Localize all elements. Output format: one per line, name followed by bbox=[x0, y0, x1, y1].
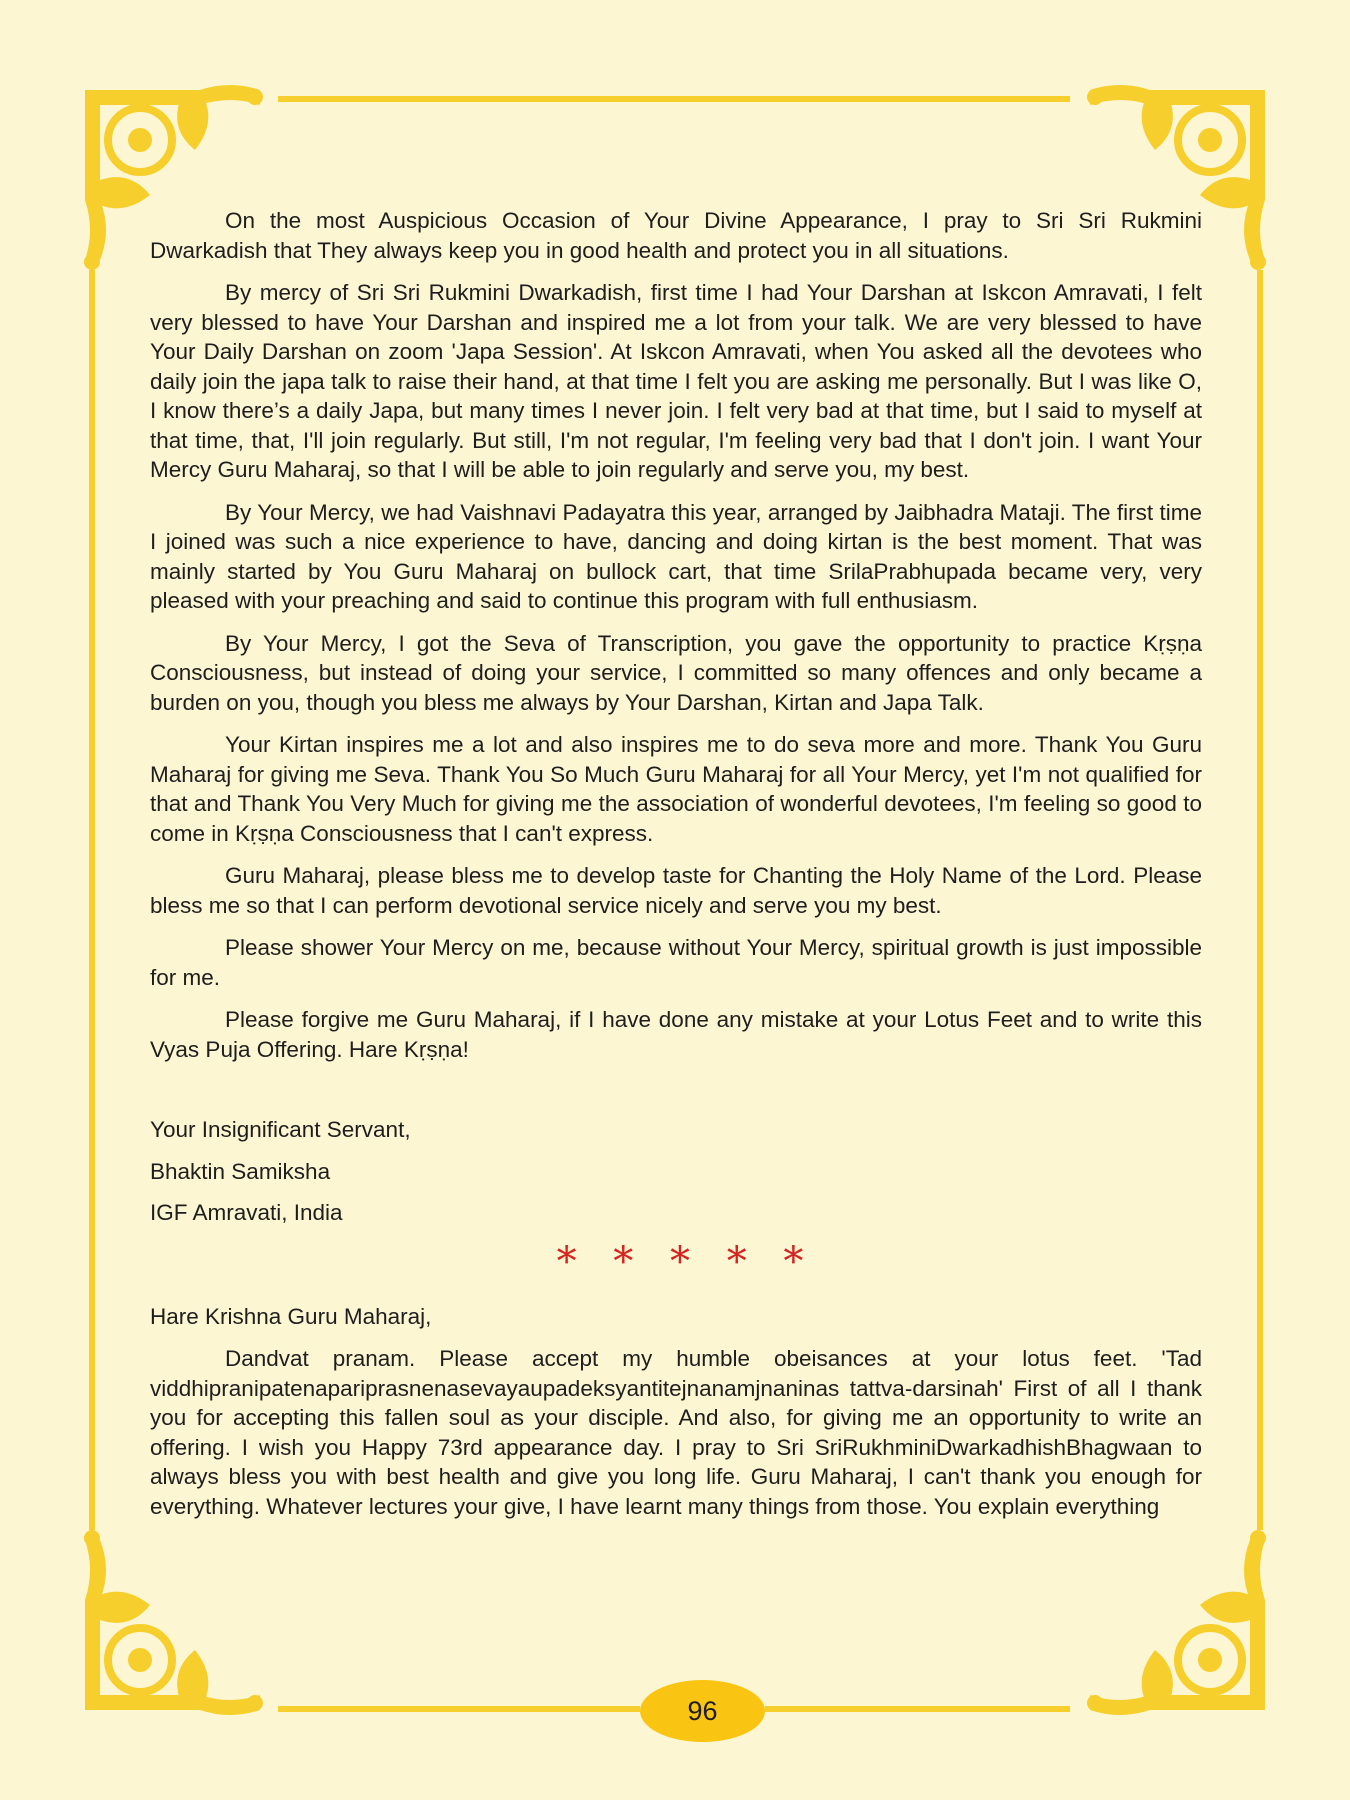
paragraph: On the most Auspicious Occasion of Your Divine Appearance, I pray to Sri Sri Rukmini Dwarkadish that They always keep you in good health and protect you in all situations. bbox=[150, 208, 1202, 263]
section-separator-stars: * * * * * bbox=[556, 1238, 816, 1285]
signature-closing: Your Insignificant Servant, bbox=[150, 1117, 411, 1142]
page-body bbox=[150, 206, 1202, 1534]
paragraph: Guru Maharaj, please bless me to develop taste for Chanting the Holy Name of the Lord. Please bless me so that I can perform devotional service nicely and serve you my best. bbox=[150, 863, 1202, 918]
signature-location: IGF Amravati, India bbox=[150, 1200, 343, 1225]
paragraph: Please shower Your Mercy on me, because without Your Mercy, spiritual growth is just impossible for me. bbox=[150, 935, 1202, 990]
greeting: Hare Krishna Guru Maharaj, bbox=[150, 1303, 432, 1329]
paragraph: Dandvat pranam. Please accept my humble obeisances at your lotus feet. 'Tad viddhipranipatenapariprasnenasevayaupadeksyantitejnanamjnaninas tattva-darsinah' First of all I thank you for accepting this fallen soul as your disciple. And also, for giving me an opportunity to write an offering. I wish you Happy 73rd appearance day. I pray to Sri SriRukhminiDwarkadhishBhagwaan to always bless you with best health and give you long life. Guru Maharaj, I can't thank you enough for everything. Whatever lectures your give, I have learnt many things from those. You explain everything bbox=[150, 1346, 1202, 1519]
paragraph: Please forgive me Guru Maharaj, if I have done any mistake at your Lotus Feet and to write this Vyas Puja Offering. Hare Kṛṣṇa! bbox=[150, 1007, 1202, 1062]
paragraph: By Your Mercy, we had Vaishnavi Padayatra this year, arranged by Jaibhadra Mataji. The first time I joined was such a nice experience to have, dancing and doing kirtan is the best moment. That was mainly started by You Guru Maharaj on bullock cart, that time SrilaPrabhupada became very, very pleased with your preaching and said to continue this program with full enthusiasm. bbox=[150, 499, 1202, 613]
signature-name: Bhaktin Samiksha bbox=[150, 1158, 331, 1184]
corner-ornament-bottom-right-icon bbox=[1087, 1530, 1266, 1715]
paragraph: By mercy of Sri Sri Rukmini Dwarkadish, first time I had Your Darshan at Iskcon Amravati, I felt very blessed to have Your Darshan and inspired me a lot from your talk. We are very blessed to have Your Daily Darshan on zoom 'Japa Session'. At Iskcon Amravati, when You asked all the devotees who daily join the japa talk to raise their hand, at that time I felt you are asking me personally. But I was like O, I know there’s a daily Japa, but many times I never join. I felt very bad at that time, but I said to myself at that time, that, I'll join regularly. But still, I'm not regular, I'm feeling very bad that I don't join. I want Your Mercy Guru Maharaj, so that I will be able to join regularly and serve you, my best. bbox=[150, 280, 1202, 482]
paragraph: Your Kirtan inspires me a lot and also inspires me to do seva more and more. Thank You Guru Maharaj for giving me Seva. Thank You So Much Guru Maharaj for all Your Mercy, yet I'm not qualified for that and Thank You Very Much for giving me the association of wonderful devotees, I'm feeling so good to come in Kṛṣṇa Consciousness that I can't express. bbox=[150, 732, 1202, 846]
page-number: 96 bbox=[687, 1695, 718, 1726]
paragraph: By Your Mercy, I got the Seva of Transcription, you gave the opportunity to practice Kṛṣṇa Consciousness, but instead of doing your service, I committed so many offences and only became a burden on you, though you bless me always by Your Darshan, Kirtan and Japa Talk. bbox=[150, 630, 1202, 715]
page-number-badge bbox=[640, 1680, 765, 1742]
corner-ornament-bottom-left-icon bbox=[84, 1530, 263, 1715]
